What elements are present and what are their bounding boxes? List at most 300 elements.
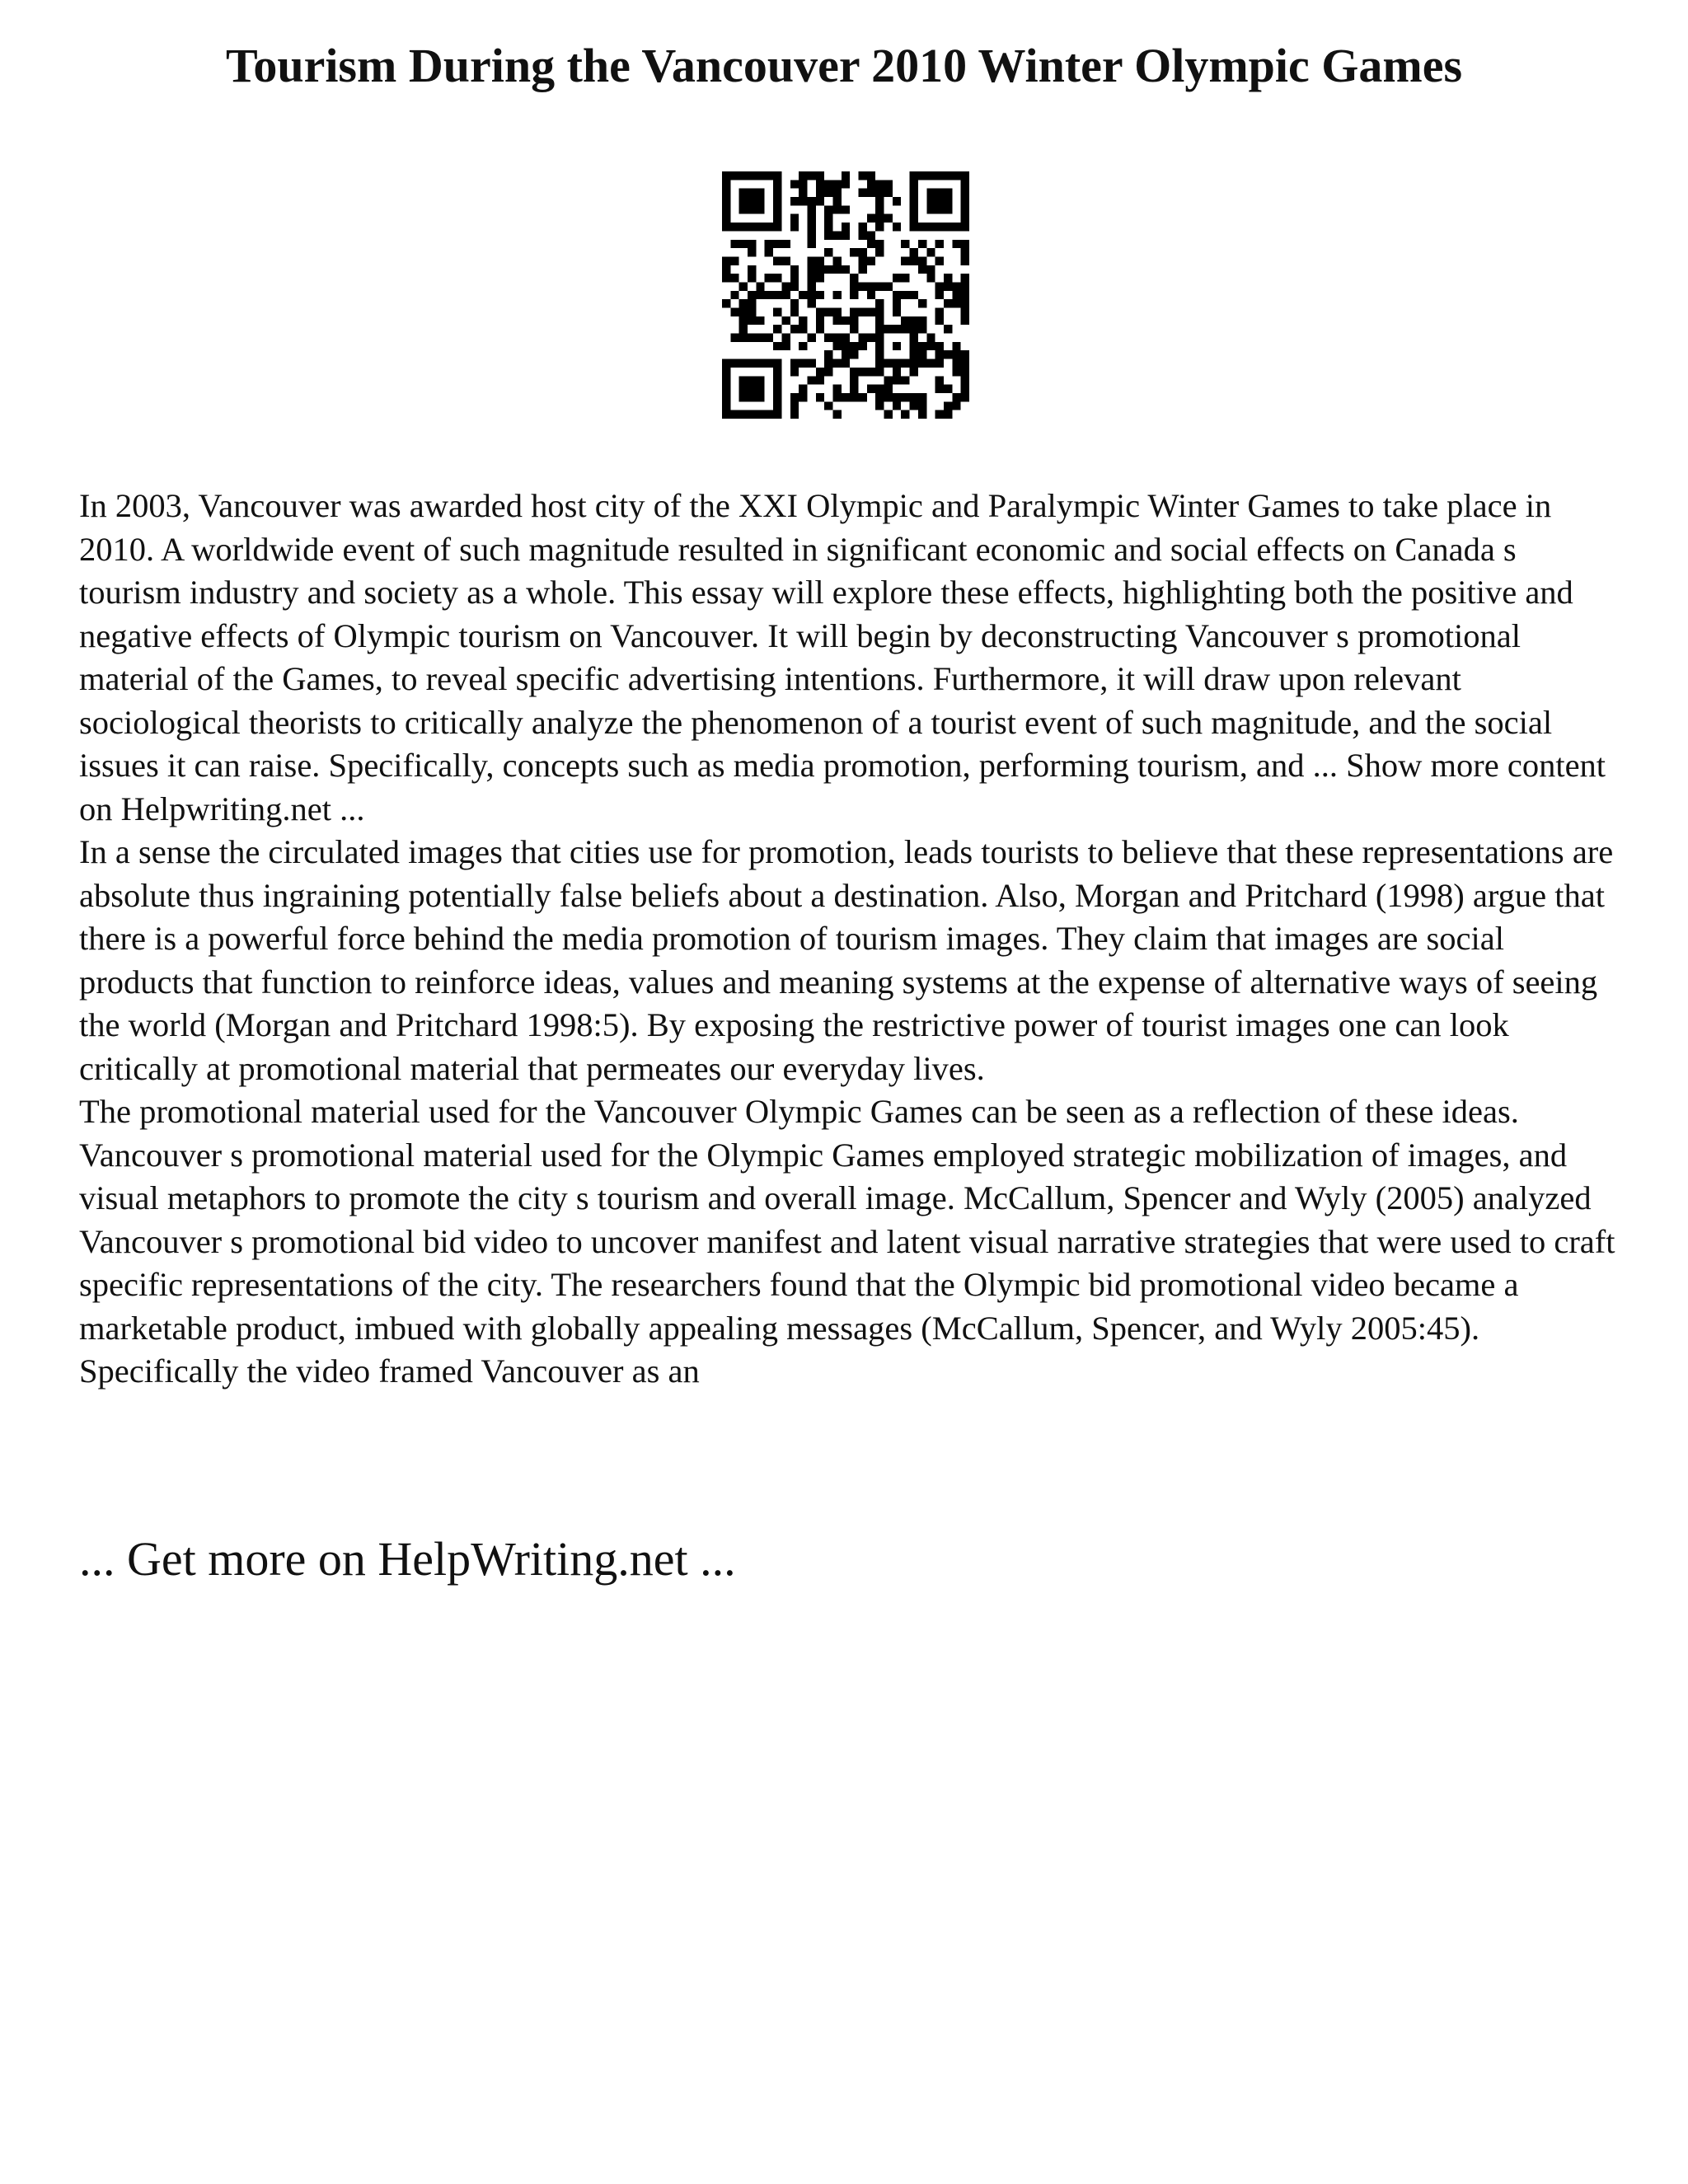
qr-module [824,214,832,223]
qr-module [850,393,858,401]
qr-module [952,291,960,299]
qr-module [893,342,901,350]
qr-module [773,401,781,410]
qr-module [730,274,738,282]
qr-module [824,223,832,231]
qr-module [773,325,781,333]
qr-module [722,376,730,384]
qr-module [859,223,867,231]
qr-module [824,180,832,188]
qr-module [773,410,781,419]
qr-module [893,308,901,316]
qr-module [875,316,884,325]
qr-module [918,350,926,359]
qr-module [773,171,781,180]
qr-module [773,256,781,265]
qr-module [756,359,764,368]
qr-module [807,359,815,368]
qr-module [859,171,867,180]
qr-module [832,334,841,342]
get-more-link[interactable]: ... Get more on HelpWriting.net ... [79,1532,736,1586]
qr-module [893,393,901,401]
qr-module [756,189,764,197]
qr-module [884,180,893,188]
qr-module [875,385,884,393]
qr-module [935,282,944,290]
qr-module [842,205,850,213]
qr-module [961,385,969,393]
qr-module [918,299,926,307]
qr-module [944,410,952,419]
qr-module [807,223,815,231]
page-title: Tourism During the Vancouver 2010 Winter Olympic Games [225,39,1463,92]
qr-module [910,350,918,359]
qr-module [832,205,841,213]
qr-module [832,410,841,419]
qr-module [901,410,909,419]
qr-module [910,393,918,401]
qr-module [901,316,909,325]
qr-module [859,334,867,342]
qr-module [935,308,944,316]
qr-module [739,325,748,333]
qr-module [765,240,773,248]
qr-module [765,410,773,419]
qr-module [807,231,815,239]
qr-module [748,171,756,180]
qr-module [790,282,799,290]
qr-module [739,376,748,384]
qr-module [730,171,738,180]
qr-module [765,248,773,256]
qr-module [850,350,858,359]
qr-module [799,393,807,401]
qr-module [875,334,884,342]
qr-module [722,393,730,401]
qr-module [790,359,799,368]
qr-module [807,240,815,248]
qr-module [867,214,875,223]
qr-module [765,223,773,231]
qr-module [926,223,935,231]
qr-module [961,282,969,290]
qr-module [816,308,824,316]
qr-module [756,282,764,290]
qr-module [790,393,799,401]
qr-module [832,197,841,205]
qr-module [807,265,815,274]
qr-module [884,325,893,333]
qr-module [722,368,730,376]
qr-module [884,359,893,368]
qr-module [748,265,756,274]
qr-module [832,359,841,368]
qr-module [926,197,935,205]
qr-module [722,410,730,419]
qr-module [859,393,867,401]
qr-module [952,350,960,359]
qr-module [910,223,918,231]
qr-module [824,248,832,256]
qr-module [918,342,926,350]
qr-module [875,180,884,188]
qr-module [850,342,858,350]
qr-module [944,171,952,180]
qr-module [952,299,960,307]
qr-module [918,410,926,419]
qr-module [739,189,748,197]
qr-module [748,410,756,419]
qr-module [926,359,935,368]
qr-module [730,334,738,342]
qr-module [832,256,841,265]
qr-module [722,274,730,282]
qr-module [918,316,926,325]
qr-module [773,240,781,248]
qr-module [935,256,944,265]
qr-module [773,180,781,188]
qr-module [730,223,738,231]
qr-module [910,291,918,299]
qr-module [935,223,944,231]
qr-module [739,223,748,231]
qr-module [722,401,730,410]
qr-module [875,240,884,248]
qr-module [816,316,824,325]
qr-module [832,265,841,274]
qr-module [799,359,807,368]
qr-module [824,401,832,410]
qr-module [739,171,748,180]
qr-module [739,316,748,325]
qr-module [884,385,893,393]
qr-module [901,274,909,282]
qr-module [748,393,756,401]
qr-module [790,265,799,274]
qr-module [739,308,748,316]
qr-module [790,274,799,282]
qr-module [807,274,815,282]
qr-module [850,274,858,282]
paragraph: In a sense the circulated images that cities use for promotion, leads tourists to believe that these representations are absolute thus ingraining potentially false beliefs about a destination. Also, Morgan and Pritchard (1998) argue that there is a powerful force behind the media promotion of tourism images. They claim that images are social products that function to reinforce ideas, values and meaning systems at the expense of alternative ways of seeing the world (Morgan and Pritchard 1998:5). By exposing the restrictive power of tourist images one can look critically at promotional material that permeates our everyday lives. [79,833,1614,1087]
qr-module [842,231,850,239]
qr-module [722,385,730,393]
qr-module [918,240,926,248]
qr-module [901,291,909,299]
qr-module [739,282,748,290]
qr-module [722,214,730,223]
qr-module [875,282,884,290]
qr-module [824,334,832,342]
qr-module [884,189,893,197]
qr-module [781,282,790,290]
qr-module [884,214,893,223]
qr-module [875,325,884,333]
qr-module [799,342,807,350]
qr-module [859,368,867,376]
qr-module [893,223,901,231]
qr-module [944,401,952,410]
qr-module [918,171,926,180]
qr-module [875,205,884,213]
qr-module [816,256,824,265]
qr-module [832,393,841,401]
qr-module [884,282,893,290]
qr-module [935,385,944,393]
qr-module [756,393,764,401]
qr-module [748,334,756,342]
qr-module [850,291,858,299]
qr-module [935,171,944,180]
qr-module [748,197,756,205]
qr-module [875,359,884,368]
qr-module [961,299,969,307]
qr-module [748,316,756,325]
qr-module [910,180,918,188]
qr-module [842,265,850,274]
qr-module [807,214,815,223]
qr-module [961,359,969,368]
qr-module [816,197,824,205]
qr-module [816,325,824,333]
qr-module [859,248,867,256]
qr-module [773,308,781,316]
qr-module [739,334,748,342]
qr-module [824,308,832,316]
qr-module [730,410,738,419]
qr-module [910,359,918,368]
qr-module [901,359,909,368]
qr-module [773,359,781,368]
qr-module [832,189,841,197]
qr-module [952,282,960,290]
qr-module [799,291,807,299]
qr-module [935,189,944,197]
qr-module [952,240,960,248]
qr-module [893,368,901,376]
qr-module [961,180,969,188]
qr-module [765,171,773,180]
qr-module [799,189,807,197]
qr-module [807,291,815,299]
qr-module [875,401,884,410]
qr-module [910,316,918,325]
qr-module [842,171,850,180]
qr-module [824,189,832,197]
qr-module [730,240,738,248]
qr-module [952,368,960,376]
qr-module [859,256,867,265]
qr-module [935,240,944,248]
qr-module [944,385,952,393]
qr-module [756,291,764,299]
qr-module [850,376,858,384]
qr-module [859,308,867,316]
qr-module [790,180,799,188]
qr-module [756,316,764,325]
qr-module [773,385,781,393]
qr-module [875,308,884,316]
qr-module [799,171,807,180]
qr-module [910,248,918,256]
qr-module [722,299,730,307]
qr-module [918,393,926,401]
qr-module [926,205,935,213]
qr-module [807,334,815,342]
qr-module [739,385,748,393]
qr-module [926,342,935,350]
qr-module [961,274,969,282]
qr-module [781,240,790,248]
qr-module [910,325,918,333]
qr-module [773,189,781,197]
qr-module [867,171,875,180]
qr-module [790,401,799,410]
qr-module [952,359,960,368]
qr-module [867,231,875,239]
qr-module [935,410,944,419]
qr-module [952,342,960,350]
qr-module [850,316,858,325]
qr-module [935,197,944,205]
qr-module [816,171,824,180]
qr-module [765,291,773,299]
qr-module [824,359,832,368]
qr-module [816,180,824,188]
qr-module [910,256,918,265]
qr-module [832,291,841,299]
qr-module [901,240,909,248]
qr-module [832,180,841,188]
qr-module [807,205,815,213]
qr-module [944,274,952,282]
qr-module [859,342,867,350]
qr-module [893,291,901,299]
qr-module [961,248,969,256]
qr-module [773,274,781,282]
qr-module [850,368,858,376]
qr-module [748,205,756,213]
qr-module [773,376,781,384]
qr-module [850,385,858,393]
qr-module [730,256,738,265]
qr-module [842,393,850,401]
qr-module [944,223,952,231]
qr-module [730,308,738,316]
qr-module [961,197,969,205]
qr-module [944,350,952,359]
qr-module [781,342,790,350]
qr-module [850,308,858,316]
qr-module [875,368,884,376]
qr-module [799,197,807,205]
qr-module [961,223,969,231]
qr-module [926,274,935,282]
qr-module [875,342,884,350]
qr-module [910,334,918,342]
qr-module [867,282,875,290]
qr-module [867,368,875,376]
qr-module [961,214,969,223]
qr-module [944,189,952,197]
qr-module [722,256,730,265]
qr-module [773,342,781,350]
qr-module [875,189,884,197]
qr-module [781,316,790,325]
qr-module [756,171,764,180]
qr-module [842,223,850,231]
qr-module [807,376,815,384]
qr-module [910,189,918,197]
qr-module [824,368,832,376]
qr-module [867,240,875,248]
qr-module [910,342,918,350]
qr-module [918,256,926,265]
qr-module [799,325,807,333]
qr-module [935,350,944,359]
qr-module [773,205,781,213]
qr-module [816,189,824,197]
qr-module [756,205,764,213]
qr-module [918,401,926,410]
qr-module [875,197,884,205]
qr-module [842,359,850,368]
qr-module [748,385,756,393]
qr-module [773,393,781,401]
qr-module [832,316,841,325]
qr-module [722,205,730,213]
qr-module [859,231,867,239]
qr-module [961,291,969,299]
qr-module [790,214,799,223]
qr-module [867,385,875,393]
qr-module [875,223,884,231]
qr-module [748,223,756,231]
qr-module [842,350,850,359]
qr-module [722,197,730,205]
qr-module [790,410,799,419]
qr-module [884,376,893,384]
qr-module [756,376,764,384]
qr-code-icon [722,171,969,419]
qr-module [893,325,901,333]
qr-module [875,248,884,256]
qr-module [926,189,935,197]
qr-module [910,171,918,180]
qr-module [850,282,858,290]
qr-module [781,291,790,299]
qr-module [739,359,748,368]
qr-module [859,265,867,274]
qr-module [850,325,858,333]
qr-module [807,299,815,307]
qr-module [926,265,935,274]
qr-module [790,223,799,231]
qr-module [867,180,875,188]
qr-module [748,189,756,197]
qr-module [910,197,918,205]
qr-module [722,189,730,197]
qr-module [765,334,773,342]
qr-module [910,214,918,223]
qr-module [748,240,756,248]
qr-module [961,205,969,213]
qr-module [935,205,944,213]
qr-module [832,231,841,239]
qr-module [832,385,841,393]
qr-module [952,223,960,231]
qr-module [722,171,730,180]
